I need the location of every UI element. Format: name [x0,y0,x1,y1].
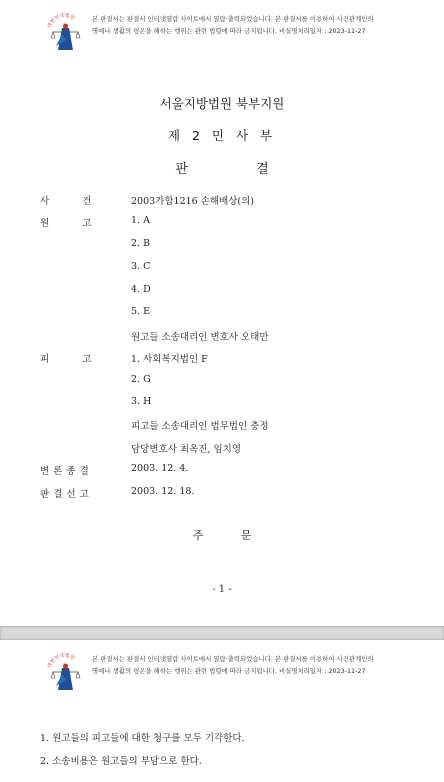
defendant-item: 3. H [131,396,152,407]
closing-label: 변 론 종 결 [40,466,89,477]
notice-line-2: 명예나 생활의 평온을 해하는 행위는 관련 법령에 따라 금지됩니다. 비실명처리일자 : 2023-11-27 [92,26,366,35]
defendant-item: 2. G [131,374,151,385]
notice-line-1: 본 판결서는 판결서 인터넷열람 사이트에서 열람·출력되었습니다. 본 판결서를 이용하여 사건관계인의 [92,655,374,663]
order-heading: 주 문 [192,529,252,542]
plaintiff-item: 5. E [131,306,151,317]
plaintiff-item: 2. B [131,238,151,249]
order-item: 2. 소송비용은 원고들의 부담으로 한다. [40,756,202,767]
page-separator [0,626,444,640]
case-label: 사 건 [40,196,92,207]
plaintiff-counsel: 원고들 소송대리인 변호사 오태만 [131,332,269,343]
plaintiff-item: 4. D [131,284,151,295]
order-item: 1. 원고들의 피고들에 대한 청구를 모두 기각한다. [40,733,245,744]
closing-date: 2003. 12. 4. [131,463,189,474]
defendant-item: 1. 사회복지법인 F [131,354,208,365]
defendant-attorneys: 담당변호사 최옥진, 임치영 [131,444,242,455]
notice-banner [40,650,420,690]
division-name: 제 2 민 사 부 [167,128,277,143]
court-name: 서울지방법원 북부지원 [159,96,285,111]
court-logo-icon [42,650,88,696]
notice-line-1: 본 판결서는 판결서 인터넷열람 사이트에서 열람·출력되었습니다. 본 판결서를 이용하여 사건관계인의 [92,15,374,23]
case-value: 2003가합1216 손해배상(의) [131,196,255,207]
notice-banner [40,10,420,50]
document-title: 판 결 [175,162,269,177]
page-number: - 1 - [212,584,232,595]
sentencing-label: 판 결 선 고 [40,489,89,500]
sentencing-date: 2003. 12. 18. [131,486,195,497]
plaintiff-item: 1. A [131,215,150,226]
notice-line-2: 명예나 생활의 평온을 해하는 행위는 관련 법령에 따라 금지됩니다. 비실명처리일자 : 2023-11-27 [92,666,366,675]
court-logo-icon [42,10,88,56]
defendant-counsel: 피고들 소송대리인 법무법인 충정 [131,421,269,432]
plaintiff-item: 3. C [131,261,151,272]
defendant-label: 피 고 [40,354,92,365]
plaintiff-label: 원 고 [40,218,92,229]
svg-text:대한민국법원: 대한민국법원 [46,652,76,670]
judgment-page-2 [0,640,444,782]
svg-text:대한민국법원: 대한민국법원 [46,12,76,30]
